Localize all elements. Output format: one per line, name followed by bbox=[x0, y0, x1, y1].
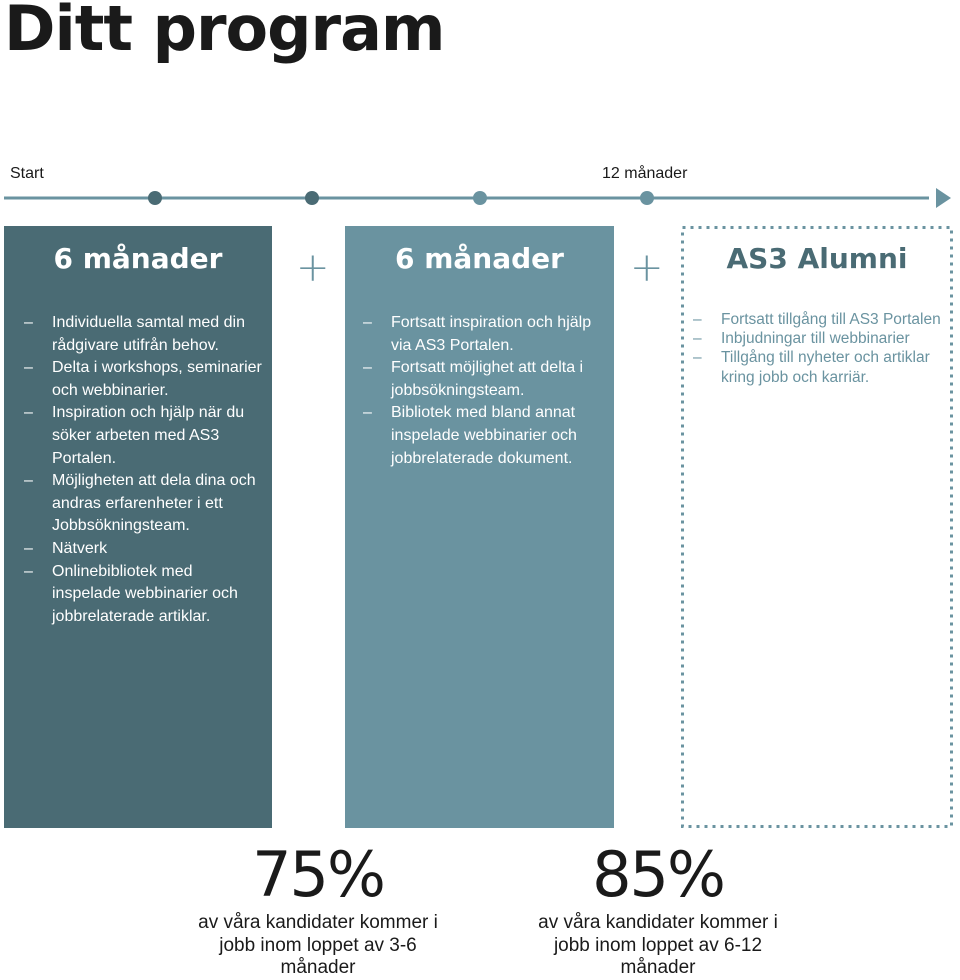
dash-icon: – bbox=[693, 311, 702, 328]
list-item: – Inspiration och hjälp när du söker arbeten med AS3 Portalen. bbox=[24, 404, 245, 467]
dash-icon: – bbox=[363, 359, 372, 377]
dash-icon: – bbox=[363, 404, 372, 422]
phase-column-1 bbox=[4, 226, 272, 828]
dash-icon: – bbox=[24, 404, 33, 422]
dash-icon: – bbox=[24, 562, 33, 580]
phase-item-list bbox=[363, 312, 603, 470]
stat-value: 75% bbox=[252, 838, 384, 911]
timeline bbox=[0, 186, 960, 212]
dash-icon: – bbox=[693, 330, 702, 348]
phase-heading: 6 månader bbox=[53, 242, 223, 275]
phase-column-2 bbox=[345, 226, 614, 828]
timeline-end-label: 12 månader bbox=[602, 165, 688, 182]
plus-icon: + bbox=[296, 245, 330, 291]
plus-icon: + bbox=[630, 245, 664, 291]
phase-heading: 6 månader bbox=[395, 242, 564, 275]
list-item: – Fortsatt tillgång till AS3 Portalen bbox=[693, 311, 941, 328]
list-item: – Onlinebibliotek med inspelade webbinarier och jobbrelaterade artiklar. bbox=[24, 562, 238, 625]
stat-block bbox=[178, 838, 458, 980]
stat-description: av våra kandidater kommer i jobb inom loppet av 3-6 månader bbox=[198, 912, 438, 978]
phase-column-alumni bbox=[681, 226, 953, 828]
timeline-marker bbox=[305, 191, 319, 205]
dash-icon: – bbox=[693, 349, 702, 367]
list-item: – Nätverk bbox=[24, 538, 264, 561]
list-item: – Individuella samtal med din rådgivare utifrån behov. bbox=[24, 314, 245, 354]
phase-item-list bbox=[693, 310, 955, 387]
timeline-start-label: Start bbox=[10, 165, 44, 182]
timeline-marker bbox=[148, 191, 162, 205]
timeline-arrow-icon bbox=[936, 188, 951, 208]
phase-heading: AS3 Alumni bbox=[726, 242, 908, 275]
dash-icon: – bbox=[363, 314, 372, 331]
stat-description: av våra kandidater kommer i jobb inom loppet av 6-12 månader bbox=[538, 912, 778, 978]
list-item: – Fortsatt möjlighet att delta i jobbsökningsteam. bbox=[363, 359, 584, 399]
list-item: – Fortsatt inspiration och hjälp via AS3 Portalen. bbox=[363, 314, 592, 354]
dash-icon: – bbox=[24, 539, 33, 557]
dash-icon: – bbox=[24, 472, 33, 490]
list-item: – Möjligheten att dela dina och andras erfarenheter i ett Jobbsökningsteam. bbox=[24, 472, 256, 535]
stat-block bbox=[518, 838, 798, 980]
list-item: – Tillgång till nyheter och artiklar kring jobb och karriär. bbox=[693, 349, 930, 386]
phase-item-list bbox=[24, 312, 264, 628]
dash-icon: – bbox=[24, 314, 33, 331]
timeline-marker bbox=[473, 191, 487, 205]
timeline-marker bbox=[640, 191, 654, 205]
page-title: Ditt program bbox=[4, 0, 445, 65]
list-item: – Inbjudningar till webbinarier bbox=[693, 330, 910, 348]
list-item: – Delta i workshops, seminarier och webbinarier. bbox=[24, 359, 262, 399]
list-item: – Bibliotek med bland annat inspelade webbinarier och jobbrelaterade dokument. bbox=[363, 404, 577, 467]
stat-value: 85% bbox=[592, 838, 724, 911]
dash-icon: – bbox=[24, 359, 33, 377]
